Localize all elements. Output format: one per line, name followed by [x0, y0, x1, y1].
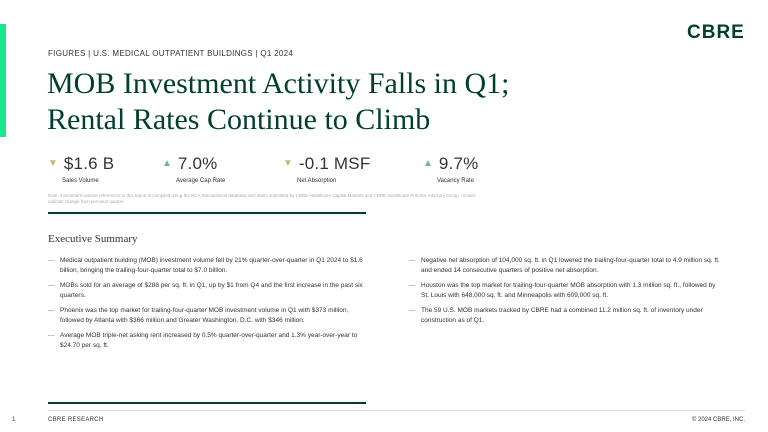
summary-right-column — [409, 256, 725, 331]
dash-icon: — — [409, 307, 416, 314]
list-item: — Houston was the top market for trailing-four-quarter MOB absorption with 1.3 million sq. ft., followed by St. Louis with 648,000 sq. ft. and Minneapolis with 609,000 sq. ft. — [409, 282, 716, 299]
section-title: Executive Summary — [48, 233, 138, 245]
stat-label: Net Absorption — [297, 178, 337, 184]
list-item: — Average MOB triple-net asking rent increased by 0.5% quarter-over-quarter and 1.3% year-over-year to $24.70 per sq. ft. — [48, 332, 358, 349]
stat-average-cap-rate — [162, 154, 225, 184]
stat-value: -0.1 MSF — [298, 154, 371, 173]
breadcrumb: FIGURES | U.S. MEDICAL OUTPATIENT BUILDINGS | Q1 2024 — [48, 49, 294, 58]
stats-row — [48, 154, 498, 194]
dash-icon: — — [48, 332, 55, 339]
stat-label: Average Cap Rate — [176, 178, 226, 184]
stat-label: Sales Volume — [62, 178, 99, 184]
dash-icon: — — [48, 307, 55, 314]
dash-icon: — — [409, 257, 416, 264]
dash-icon: — — [48, 282, 55, 289]
page-number: 1 — [12, 417, 16, 423]
title-line-2: Rental Rates Continue to Climb — [47, 103, 431, 136]
stat-label: Vacancy Rate — [437, 178, 474, 184]
list-item: — The 59 U.S. MOB markets tracked by CBRE had a combined 11.2 million sq. ft. of inventory under construction as of Q1. — [409, 307, 703, 324]
dash-icon: — — [409, 282, 416, 289]
accent-bar — [0, 24, 6, 137]
divider — [48, 212, 366, 214]
list-item: — Phoenix was the top market for trailing-four-quarter MOB investment volume in Q1 with $373 million, followed by Atlanta with $366 million and Greater Washington, D.C. with $346 million. — [48, 307, 349, 324]
stat-value: $1.6 B — [63, 154, 115, 173]
list-item: — Negative net absorption of 104,000 sq. ft. in Q1 lowered the trailing-four-quarter total to 4.9 million sq. ft. and ended 14 consecutive quarters of positive net absorption. — [409, 257, 720, 274]
arrow-up-icon: ▲ — [423, 158, 433, 169]
arrow-down-icon: ▼ — [283, 158, 293, 169]
page-title — [47, 66, 607, 138]
list-item: — MOBs sold for an average of $288 per sq. ft. in Q1, up by $1 from Q4 and the first increase in the past six quarters. — [48, 282, 363, 299]
title-line-1: MOB Investment Activity Falls in Q1; — [47, 67, 510, 100]
stat-vacancy-rate — [423, 154, 478, 184]
summary-left-column — [48, 256, 366, 356]
stat-net-absorption — [283, 154, 370, 184]
dash-icon: — — [48, 257, 55, 264]
divider — [48, 402, 366, 404]
stat-sales-volume — [48, 154, 114, 184]
footer-copyright: © 2024 CBRE, INC. — [691, 417, 745, 423]
arrow-down-icon: ▼ — [48, 158, 58, 169]
footer-divider — [48, 410, 745, 411]
stat-value: 9.7% — [438, 154, 479, 173]
stat-value: 7.0% — [177, 154, 218, 173]
footer-source: CBRE RESEARCH — [48, 417, 104, 423]
cbre-logo: CBRE — [687, 22, 745, 43]
footnote: Note: Investment volume referenced in this report is compiled using the RCA transactional database and deals submitted by CBRE Healthcare Capital Markets and CBRE Healthcare Practice Advisory Group. Arrows indicate change from previous quarter. — [48, 193, 475, 204]
list-item: — Medical outpatient building (MOB) investment volume fell by 21% quarter-over-quarter in Q1 2024 to $1.6 billion, bringing the trailing-four-quarter total to $7.0 billion. — [48, 257, 363, 274]
arrow-up-icon: ▲ — [162, 158, 172, 169]
